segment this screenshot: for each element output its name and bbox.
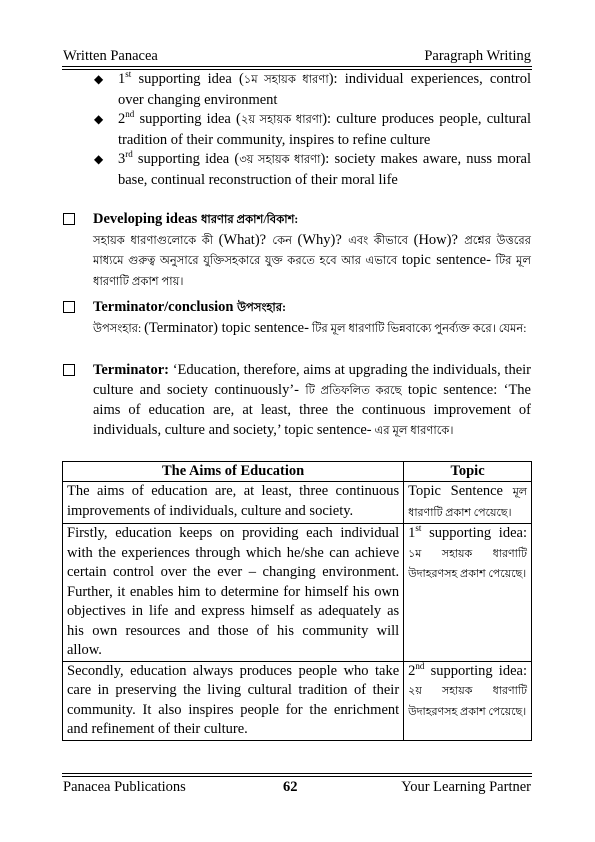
para-bangla: সহায়ক ধারণাগুলোকে কী [93, 234, 219, 247]
table-cell-text: Secondly, education always produces people who take care in preserving the living cultural tradition of their community. It also inspires people for the enrichment and refinement of their culture. [63, 661, 404, 740]
para-bangla: টি প্রতিফলিত করছে [305, 384, 402, 397]
bullet-item [94, 70, 531, 110]
header-right-title: Paragraph Writing [424, 48, 531, 64]
bullet-bangla: ৩য় সহায়ক ধারণা [239, 154, 321, 166]
terminator-label: Terminator: [93, 362, 169, 378]
para-bangla: কেন [272, 234, 298, 247]
topic-text: Topic Sentence [408, 483, 513, 499]
page-footer [63, 778, 531, 796]
section-paragraph [63, 361, 531, 441]
ordinal: 1 [408, 525, 416, 541]
table-row [63, 482, 532, 524]
ordinal: 1 [118, 71, 126, 87]
bullet-bangla: ২য় সহায়ক ধারণা [240, 114, 323, 126]
footer-rule-thin [62, 773, 532, 774]
ordinal-suffix: nd [125, 109, 135, 120]
ordinal-suffix: st [415, 523, 422, 534]
diamond-bullet-icon: ◆ [94, 152, 104, 166]
para-bangla: প্রশ্নের উত্তরের মাধ্যমে গুরুত্ব অনুসারে যুক্তিসহকারে যুক্ত করতে হবে আর এভাবে [93, 234, 531, 267]
column-header-topic: Topic [404, 462, 532, 482]
ordinal-suffix: rd [125, 149, 133, 160]
footer-rule [62, 776, 532, 777]
footer-tagline: Your Learning Partner [401, 779, 531, 795]
aims-table [62, 461, 532, 741]
table-row [63, 524, 532, 662]
bullet-text: ): individual experiences, control over changing environment [118, 71, 531, 108]
para-bangla: এর মূল ধারণাকে। [371, 424, 454, 437]
ordinal: 3 [118, 151, 126, 167]
section-paragraph [63, 231, 531, 293]
bullet-text: supporting idea ( [131, 71, 244, 87]
topic-text: supporting idea: [421, 525, 527, 541]
para-text: (What)? [218, 231, 273, 248]
section-heading [63, 210, 531, 231]
para-text: ‘Education, therefore, aims at upgrading the individuals, their culture and society continuously’- [93, 362, 531, 398]
ordinal: 2 [118, 111, 126, 127]
diamond-bullet-icon: ◆ [94, 112, 104, 126]
table-cell-topic [404, 482, 532, 524]
para-bangla: টির মূল ধারণাটি প্রকাশ পায়। [93, 255, 532, 288]
heading-bangla: ধারণার প্রকাশ/বিকাশ: [200, 214, 299, 226]
ordinal-suffix: st [125, 69, 132, 80]
terminator-example-section [63, 361, 531, 441]
table-cell-text: The aims of education are, at least, three continuous improvements of individuals, culture and society. [63, 482, 404, 524]
para-text: (How)? [413, 231, 465, 248]
heading-text: Developing ideas [93, 211, 201, 227]
para-text: topic sentence- [401, 252, 491, 268]
header-rule [62, 66, 532, 67]
terminator-definition-section [63, 298, 531, 339]
topic-bangla: ১ম সহায়ক ধারণাটি উদাহরণসহ প্রকাশ পেয়েছে। [408, 547, 527, 580]
bullet-text: ): culture produces people, cultural tradition of their community, inspires to refine culture [118, 111, 531, 148]
header-left-title: Written Panacea [63, 48, 158, 64]
bullet-item [94, 110, 531, 150]
section-paragraph [63, 319, 531, 340]
para-bangla: উপসংহার: [93, 322, 145, 335]
table-cell-topic [404, 524, 532, 662]
topic-bangla: মূল ধারণাটি প্রকাশ পেয়েছে। [408, 486, 527, 519]
bullet-text: supporting idea ( [132, 151, 240, 167]
para-bangla: টির মূল ধারণাটি ভিন্নবাক্যে পুনর্ব্যক্ত করে। যেমন: [308, 322, 527, 335]
bullet-text: supporting idea ( [134, 111, 241, 127]
heading-text: Terminator/conclusion [93, 299, 238, 315]
bullet-text: ): society makes aware, nuss moral base, continual reconstruction of their moral life [118, 151, 531, 188]
topic-bangla: ২য় সহায়ক ধারণাটি উদাহরণসহ প্রকাশ পেয়েছে। [408, 685, 527, 718]
table-header-row [63, 462, 532, 482]
section-heading [63, 298, 531, 319]
table-cell-text: Firstly, education keeps on providing each individual with the experiences through which he/she can achieve certain control over the ever – changing environment. Further, it enables him to determine for himself his own objectives in life and express himself as adequately as his own resources and those of his community will allow. [63, 524, 404, 662]
checkbox-square-icon [63, 301, 75, 313]
ordinal-suffix: nd [415, 660, 425, 671]
table-cell-topic [404, 661, 532, 740]
column-header-aims: The Aims of Education [63, 462, 404, 482]
checkbox-square-icon [63, 364, 75, 376]
para-bangla: এবং কীভাবে [348, 234, 414, 247]
table-row [63, 661, 532, 740]
diamond-bullet-icon: ◆ [94, 72, 104, 86]
footer-publisher: Panacea Publications [63, 779, 186, 795]
para-text: topic sentence: ‘The aims of education are, at least, three the continuous improvement of individuals, culture and society,’ topic sentence- [93, 381, 531, 438]
bullet-bangla: ১ম সহায়ক ধারণা [243, 74, 329, 86]
para-text: (Why)? [297, 231, 349, 248]
para-text: (Terminator) topic sentence- [144, 319, 309, 336]
page-header [63, 47, 531, 65]
heading-bangla: উপসংহার: [237, 302, 286, 314]
bullet-item [94, 150, 531, 190]
topic-text: supporting idea: [424, 662, 527, 679]
page-number: 62 [283, 779, 298, 795]
checkbox-square-icon [63, 213, 75, 225]
developing-ideas-section [63, 210, 531, 292]
supporting-ideas-list [94, 70, 531, 190]
ordinal: 2 [408, 662, 416, 679]
